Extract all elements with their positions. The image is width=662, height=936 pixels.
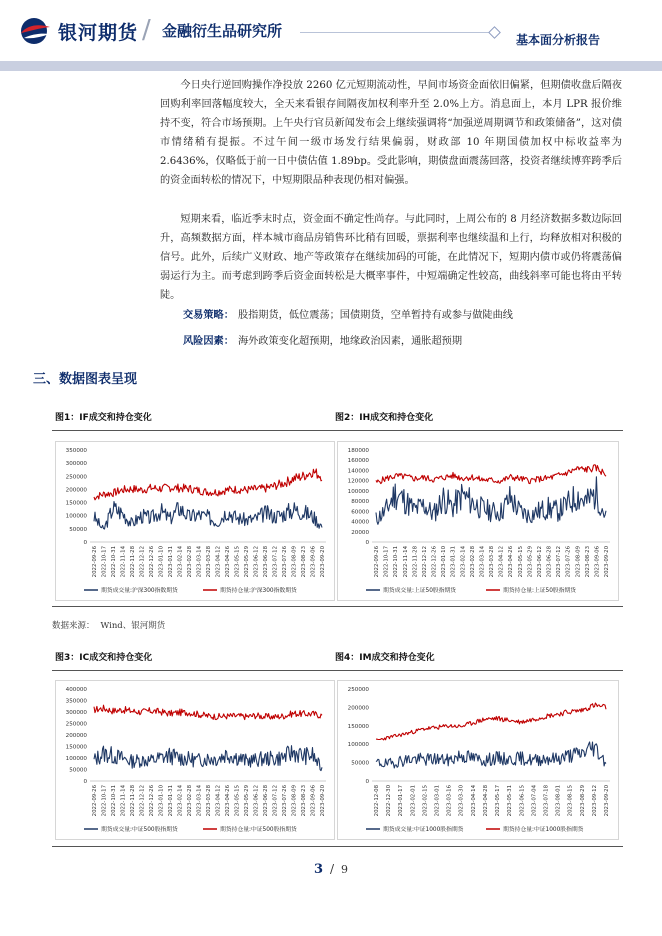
chart-if-svg [56,442,334,600]
y-tick-label: 20000 [351,529,369,536]
y-tick-label: 50000 [69,767,87,774]
chart-im-svg [338,681,618,839]
x-tick-label: 2023-04-26 [508,546,515,578]
x-tick-label: 2023-02-28 [187,785,193,817]
y-tick-label: 0 [83,540,87,546]
x-tick-label: 2023-03-30 [458,785,465,817]
x-tick-label: 2023-05-29 [527,546,534,578]
series-line [376,465,606,484]
x-tick-label: 2023-01-17 [398,785,405,817]
x-tick-label: 2023-01-10 [441,546,448,578]
x-tick-label: 2023-02-14 [177,546,184,578]
y-tick-label: 400000 [65,687,87,693]
x-tick-label: 2023-07-04 [531,785,538,817]
figure-4-title: 图4：IM成交和持仓变化 [335,653,435,663]
x-tick-label: 2022-10-31 [393,546,400,578]
x-tick-label: 2023-03-14 [196,546,203,578]
x-tick-label: 2023-03-28 [206,785,212,817]
x-tick-label: 2022-10-31 [111,785,117,817]
x-tick-label: 2023-01-31 [168,546,174,578]
x-tick-label: 2022-11-28 [412,546,419,578]
y-tick-label: 40000 [351,519,369,526]
y-tick-label: 250000 [65,721,87,728]
x-tick-label: 2023-08-23 [301,785,307,817]
x-tick-label: 2022-09-26 [92,785,98,817]
legend-label: 期货持仓量:中证1000股指期货 [503,827,584,833]
y-tick-label: 150000 [347,723,369,730]
x-tick-label: 2022-12-30 [386,785,393,817]
page-header [0,0,662,58]
risk-label: 风险因素： [183,336,234,347]
page-number [0,862,662,877]
galaxy-logo-icon [18,16,52,46]
x-tick-label: 2023-09-20 [604,785,610,817]
y-tick-label: 100000 [347,488,369,495]
x-tick-label: 2023-04-14 [470,785,477,817]
x-tick-label: 2023-09-20 [320,546,326,578]
y-tick-label: 80000 [351,499,369,506]
institute-name: 金融衍生品研究所 [162,22,283,40]
current-page: 3 [313,862,323,877]
y-tick-label: 350000 [65,698,87,705]
strategy-text: 股指期货，低位震荡；国债期货，空单暂持有或参与做陡曲线 [237,310,513,321]
y-tick-label: 250000 [65,474,87,481]
x-tick-label: 2023-07-26 [282,546,288,578]
x-tick-label: 2023-09-06 [310,546,317,578]
x-tick-label: 2022-12-12 [421,546,428,578]
x-tick-label: 2023-04-12 [215,546,222,578]
x-tick-label: 2023-03-16 [446,785,453,817]
x-tick-label: 2023-01-31 [450,546,457,578]
x-tick-label: 2023-09-20 [320,785,326,817]
header-band [0,61,662,71]
x-tick-label: 2022-09-26 [374,546,380,578]
x-tick-label: 2023-08-01 [555,785,562,817]
series-line [94,502,322,529]
x-tick-label: 2023-07-12 [272,546,279,578]
legend-label: 期货成交量:上证50股指期货 [383,588,457,594]
x-tick-label: 2023-08-15 [567,785,574,817]
figure-rule [52,670,623,671]
figure-3-title: 图3：IC成交和持仓变化 [55,653,153,663]
x-tick-label: 2023-02-14 [177,785,184,817]
x-tick-label: 2023-08-23 [584,546,591,578]
y-tick-label: 160000 [347,458,369,465]
report-type: 基本面分析报告 [516,33,601,47]
risk-text: 海外政策变化超预期，地缘政治因素，通胀超预期 [237,336,463,347]
y-tick-label: 60000 [351,509,369,516]
x-tick-label: 2023-06-15 [519,785,526,817]
x-tick-label: 2023-04-12 [498,546,505,578]
data-source [52,619,165,631]
figure-1-title: 图1：IF成交和持仓变化 [55,413,152,423]
chart-im [337,680,619,840]
chart-if [55,441,335,601]
x-tick-label: 2023-09-12 [591,785,598,817]
figure-rule [52,846,623,847]
x-tick-label: 2023-05-17 [495,785,502,817]
x-tick-label: 2023-05-29 [244,546,250,578]
x-tick-label: 2023-03-14 [479,546,486,578]
x-tick-label: 2023-07-26 [282,785,288,817]
risk-factors [183,332,462,351]
x-tick-label: 2023-08-09 [291,546,298,578]
x-tick-label: 2023-06-12 [536,546,543,578]
series-line [376,742,606,768]
x-tick-label: 2022-10-17 [101,785,108,817]
y-tick-label: 150000 [65,744,87,751]
y-tick-label: 0 [365,779,369,785]
y-tick-label: 250000 [347,687,369,693]
x-tick-label: 2023-05-15 [234,546,241,578]
y-tick-label: 300000 [65,461,87,468]
x-tick-label: 2023-01-10 [158,546,165,578]
legend-label: 期货持仓量:上证50股指期货 [503,588,577,594]
x-tick-label: 2023-01-10 [158,785,165,817]
page-separator: / [330,862,335,876]
x-tick-label: 2022-11-28 [130,785,136,817]
legend-label: 期货成交量:中证1000股指期货 [383,827,464,833]
x-tick-label: 2022-10-31 [111,546,117,578]
legend-label: 期货持仓量:中证500股指期货 [220,827,297,833]
x-tick-label: 2023-02-01 [410,785,417,817]
figure-rule [52,430,623,431]
x-tick-label: 2023-04-12 [215,785,222,817]
x-tick-label: 2023-06-12 [253,546,260,578]
x-tick-label: 2023-03-14 [196,785,203,817]
y-tick-label: 150000 [65,500,87,507]
x-tick-label: 2023-03-28 [489,546,495,578]
x-tick-label: 2022-11-14 [402,546,409,578]
total-pages: 9 [341,863,349,876]
x-tick-label: 2023-06-28 [263,546,269,578]
y-tick-label: 300000 [65,710,87,716]
series-line [94,705,322,719]
y-tick-label: 350000 [65,448,87,454]
x-tick-label: 2023-05-15 [517,546,524,578]
chart-ic [55,680,335,840]
x-tick-label: 2023-01-31 [168,785,174,817]
y-tick-label: 0 [83,779,87,785]
strategy-label: 交易策略： [183,310,234,321]
x-tick-label: 2022-12-26 [149,785,155,817]
y-tick-label: 100000 [65,756,87,762]
y-tick-label: 0 [365,540,369,546]
x-tick-label: 2023-08-29 [579,785,586,817]
x-tick-label: 2023-09-06 [310,785,317,817]
chart-ih-svg [338,442,618,600]
x-tick-label: 2023-07-26 [565,546,572,578]
y-tick-label: 100000 [65,513,87,520]
chart-ic-svg [56,681,334,839]
x-tick-label: 2022-10-17 [383,546,390,578]
x-tick-label: 2023-06-12 [253,785,260,817]
x-tick-label: 2023-07-12 [556,546,563,578]
x-tick-label: 2022-12-12 [139,785,146,817]
x-tick-label: 2023-02-14 [460,546,467,578]
figure-2-title: 图2：IH成交和持仓变化 [335,413,434,423]
x-tick-label: 2022-09-26 [92,546,98,578]
x-tick-label: 2023-05-29 [244,785,250,817]
x-tick-label: 2023-05-31 [507,785,514,817]
x-tick-label: 2022-11-28 [130,546,136,578]
y-tick-label: 200000 [347,705,369,712]
x-tick-label: 2023-02-15 [422,785,429,817]
series-line [94,469,322,500]
diamond-icon [488,26,501,39]
x-tick-label: 2022-11-14 [120,785,127,817]
y-tick-label: 200000 [65,487,87,494]
x-tick-label: 2023-08-23 [301,546,307,578]
series-line [376,703,606,740]
x-tick-label: 2022-10-17 [101,546,108,578]
series-line [94,746,322,771]
x-tick-label: 2023-09-20 [604,546,610,578]
x-tick-label: 2023-04-26 [225,546,231,578]
paragraph-market: 今日央行逆回购操作净投放 2260 亿元短期流动性，早间市场资金面依旧偏紧，但期债收盘后隔夜回购利率回落幅度较大，全天来看银存间隔夜加权利率升至 2.0%上方。消息面上，本月 LPR 报价维持不变，符合市场预期。上午央行官员新闻发布会上继续强调将“加强逆周期调节和政策储备”，这对债市情绪稍有提振。不过午间一级市场发行结果偏弱，财政部 10 年期国债加权中标收益率为 2.6436%，仅略低于前一日中债估值 1.89bp。受此影响，期债盘面震荡回落，投资者继续博弈跨季后的资金面转松的情况下，中短期限品种表现仍相对偏强。 [160,80,622,186]
source-label: 数据来源： [52,621,95,631]
x-tick-label: 2023-04-26 [225,785,231,817]
paragraph-outlook: 短期来看，临近季末时点，资金面不确定性尚存。与此同时，上周公布的 8 月经济数据多数边际回升，高频数据方面，样本城市商品房销售环比稍有回暖，票据利率也继续温和上行，均释放相对积极的信号。此外，后续广义财政、地产等政策存在继续加码的可能，在此情况下，短期内债市或仍将震荡偏弱运行为主。而考虑到跨季后资金面转松是大概率事件，中短端确定性较高，曲线斜率可能也将由平转陡。 [160,214,622,301]
series-line [376,477,606,525]
header-divider: / [142,15,151,45]
y-tick-label: 200000 [65,733,87,739]
y-tick-label: 180000 [347,448,369,454]
x-tick-label: 2023-08-09 [291,785,298,817]
figure-rule [52,606,623,607]
legend-label: 期货成交量:中证500股指期货 [101,827,178,833]
x-tick-label: 2023-08-09 [575,546,582,578]
x-tick-label: 2023-02-28 [469,546,476,578]
legend-label: 期货持仓量:沪深300指数期货 [220,588,297,594]
x-tick-label: 2022-11-14 [120,546,127,578]
chart-ih [337,441,619,601]
x-tick-label: 2023-09-06 [594,546,601,578]
x-tick-label: 2023-06-28 [263,785,269,817]
y-tick-label: 120000 [347,478,369,485]
x-tick-label: 2023-05-15 [234,785,241,817]
y-tick-label: 100000 [347,742,369,749]
x-tick-label: 2022-12-26 [431,546,438,578]
section-title: 三、数据图表呈现 [33,372,138,387]
source-value: Wind、银河期货 [100,621,166,631]
x-tick-label: 2023-07-18 [543,785,550,817]
x-tick-label: 2023-04-28 [482,785,489,817]
trading-strategy [183,306,513,325]
x-tick-label: 2023-07-12 [272,785,279,817]
x-tick-label: 2022-12-26 [149,546,155,578]
x-tick-label: 2023-06-28 [546,546,553,578]
header-rule [300,32,493,33]
x-tick-label: 2023-03-28 [206,546,212,578]
x-tick-label: 2022-12-08 [374,785,380,817]
x-tick-label: 2022-12-12 [139,546,146,578]
brand-name: 银河期货 [58,22,139,44]
y-tick-label: 50000 [69,526,87,533]
legend-label: 期货成交量:沪深300指数期货 [101,588,178,594]
x-tick-label: 2023-02-28 [187,546,193,578]
x-tick-label: 2023-03-01 [434,785,441,817]
y-tick-label: 50000 [351,760,369,767]
y-tick-label: 140000 [347,468,369,475]
